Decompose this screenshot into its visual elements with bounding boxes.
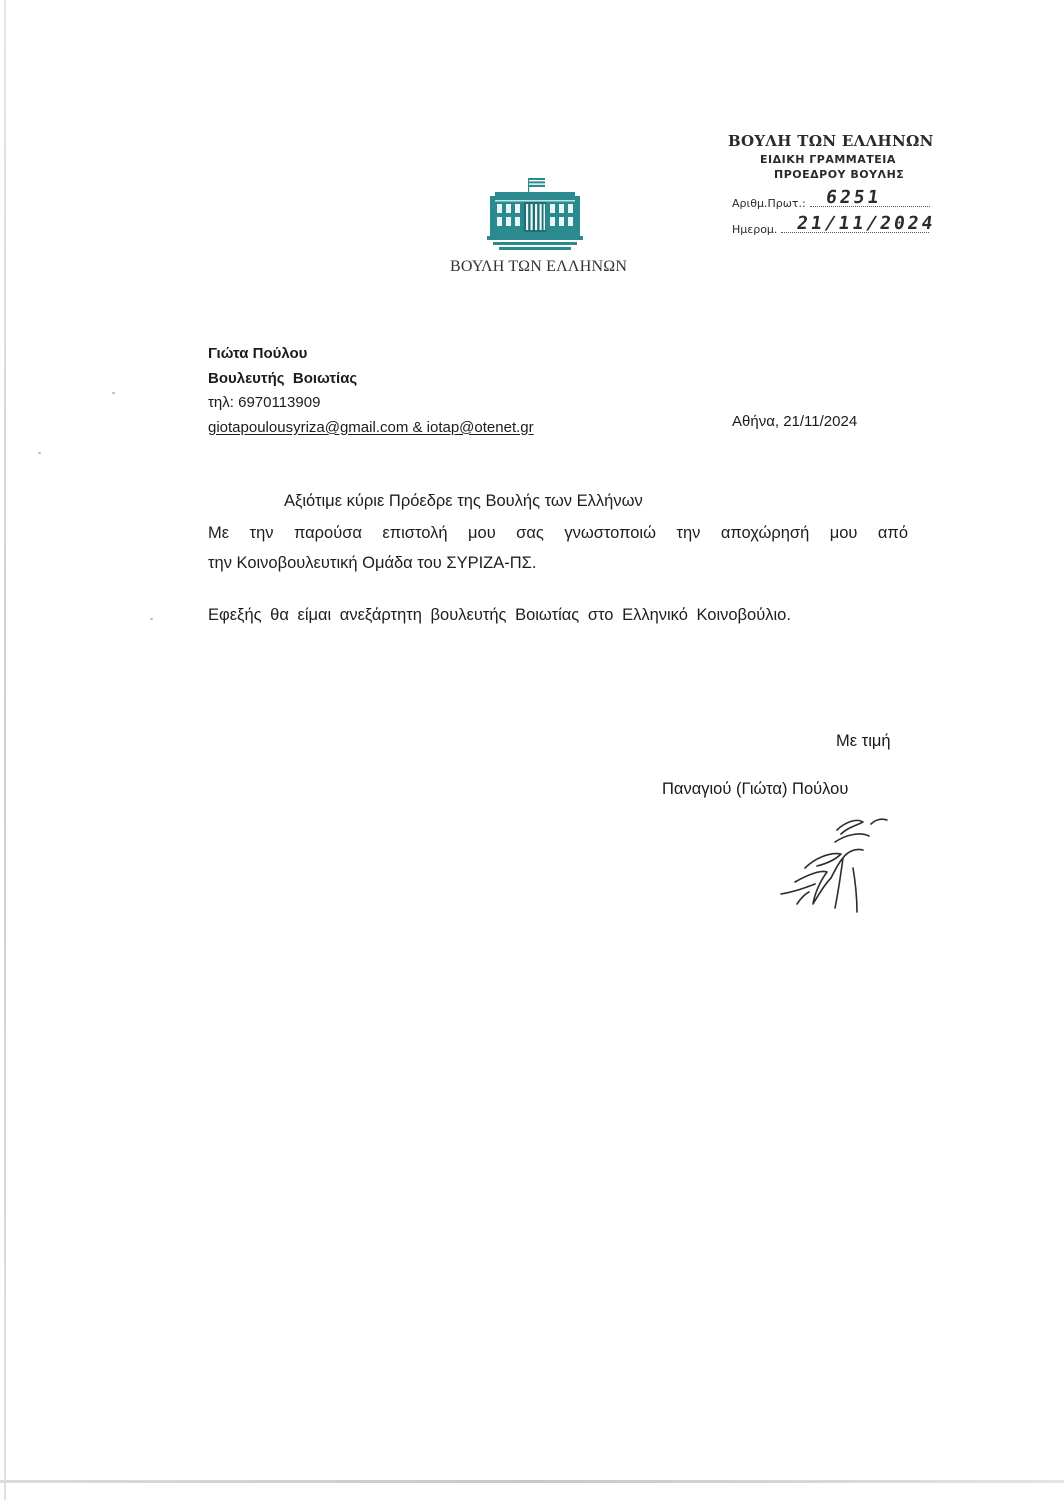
sender-email[interactable]: giotapoulousyriza@gmail.com & iotap@otenet.gr xyxy=(208,418,534,436)
logo-caption: ΒΟΥΛΗ ΤΩΝ ΕΛΛΗΝΩΝ xyxy=(450,258,628,275)
salutation: Αξιότιμε κύριε Πρόεδρε της Βουλής των Ελλήνων xyxy=(284,492,643,510)
stamp-protocol-number: 6251 xyxy=(824,187,883,208)
stamp-department: ΕΙΔΙΚΗ ΓΡΑΜΜΑΤΕΙΑ xyxy=(760,153,896,166)
letter-date: Αθήνα, 21/11/2024 xyxy=(732,413,858,430)
stamp-date-handwritten: 21/11/2024 xyxy=(795,213,938,234)
stamp-title: ΒΟΥΛΗ ΤΩΝ ΕΛΛΗΝΩΝ xyxy=(728,132,934,150)
paragraph-1-line-2: την Κοινοβουλευτική Ομάδα του ΣΥΡΙΖΑ-ΠΣ. xyxy=(208,554,537,572)
paragraph-1 xyxy=(208,518,908,578)
stamp-protocol-label: Αριθμ.Πρωτ.: xyxy=(732,197,806,210)
sender-title: Βουλευτής Βοιωτίας xyxy=(208,369,358,387)
stamp-date-row xyxy=(732,213,938,236)
parliament-building-icon xyxy=(487,176,583,252)
closing: Με τιμή xyxy=(836,732,891,750)
page-edge-bottom xyxy=(0,1480,1064,1483)
stamp-date-label: Ημερομ. xyxy=(732,223,778,236)
stamp-office: ΠΡΟΕΔΡΟΥ ΒΟΥΛΗΣ xyxy=(774,168,905,181)
stamp-protocol-row xyxy=(732,187,930,210)
handwritten-signature xyxy=(775,808,895,918)
sender-phone: τηλ: 6970113909 xyxy=(208,394,321,411)
paragraph-2: Εφεξής θα είμαι ανεξάρτητη βουλευτής Βοιωτίας στο Ελληνικό Κοινοβούλιο. xyxy=(208,606,791,624)
signer-name: Παναγιού (Γιώτα) Πούλου xyxy=(662,780,849,798)
sender-name: Γιώτα Πούλου xyxy=(208,345,308,362)
paragraph-1-line-1: Με την παρούσα επιστολή μου σας γνωστοποιώ την αποχώρησή μου από xyxy=(208,524,908,542)
page-edge xyxy=(4,0,6,1500)
sender-block xyxy=(208,342,534,440)
